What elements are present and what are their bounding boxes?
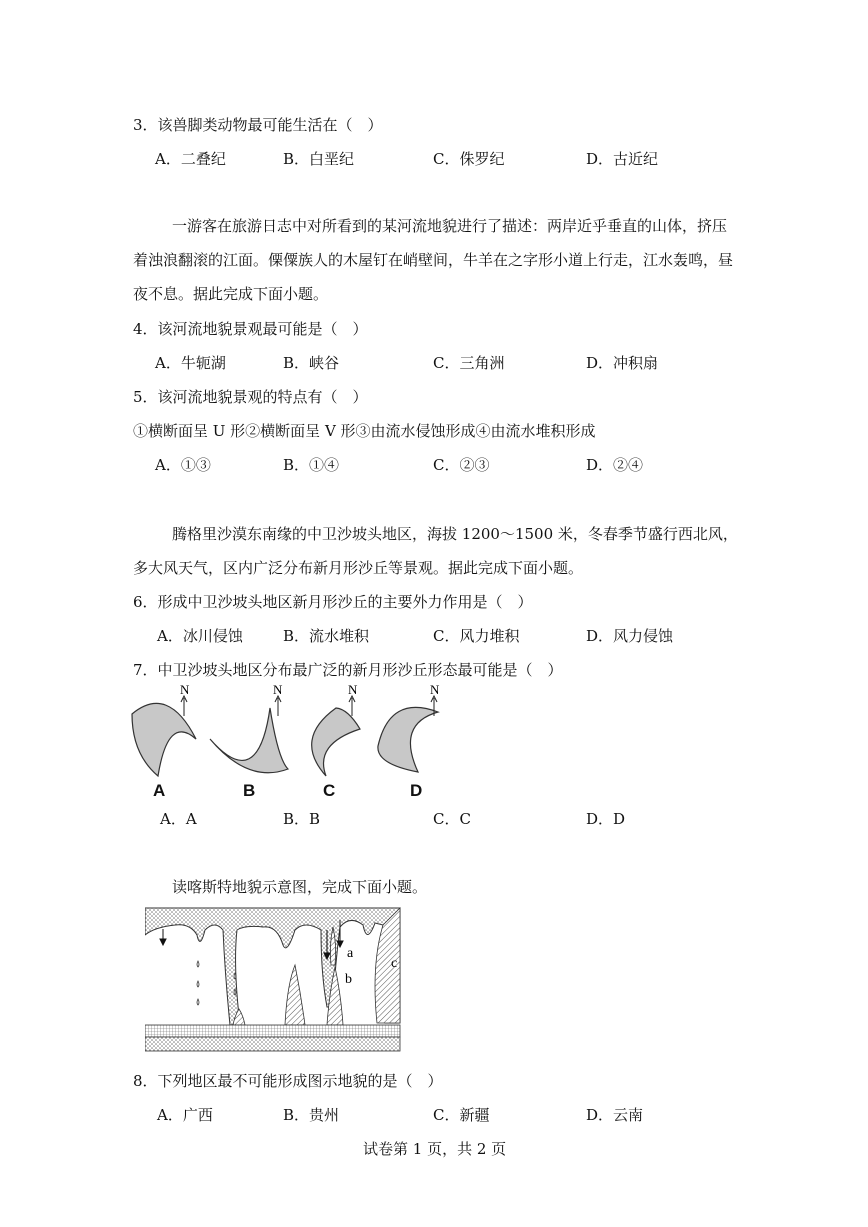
limestone-layer bbox=[145, 908, 400, 1025]
cave-floor bbox=[145, 1025, 400, 1037]
q4-option-c: C．三角洲 bbox=[433, 354, 505, 372]
q4-option-b: B．峡谷 bbox=[283, 354, 340, 372]
q7-option-b: B．B bbox=[283, 810, 321, 828]
dune-d-shape bbox=[378, 707, 438, 772]
q3-option-b: B．白垩纪 bbox=[283, 150, 355, 168]
question-5-statements: ①横断面呈 U 形②横断面呈 V 形③由流水侵蚀形成④由流水堆积形成 bbox=[133, 422, 596, 440]
q6-option-c: C．风力堆积 bbox=[433, 627, 520, 645]
question-4-stem: 4．该河流地貌景观最可能是（ ） bbox=[133, 320, 368, 338]
dune-b bbox=[210, 684, 288, 773]
q8-option-b: B．贵州 bbox=[283, 1106, 340, 1124]
passage-1-line-3: 夜不息。据此完成下面小题。 bbox=[133, 285, 329, 303]
passage-2-line-1: 腾格里沙漠东南缘的中卫沙坡头地区，海拔 1200～1500 米，冬春季节盛行西北风， bbox=[172, 525, 738, 543]
dune-letter-b: B bbox=[243, 781, 256, 800]
passage-2-line-2: 多大风天气，区内广泛分布新月形沙丘等景观。据此完成下面小题。 bbox=[133, 559, 584, 577]
north-label-a: N bbox=[180, 684, 190, 697]
q3-option-d: D．古近纪 bbox=[586, 150, 659, 168]
question-8-stem: 8．下列地区最不可能形成图示地貌的是（ ） bbox=[133, 1072, 443, 1090]
q4-option-d: D．冲积扇 bbox=[586, 354, 659, 372]
q6-option-d: D．风力侵蚀 bbox=[586, 627, 674, 645]
q5-option-b: B．①④ bbox=[283, 456, 340, 474]
q5-option-a: A．①③ bbox=[155, 456, 211, 474]
q7-option-c: C．C bbox=[433, 810, 471, 828]
q6-option-b: B．流水堆积 bbox=[283, 627, 370, 645]
dune-a bbox=[132, 684, 196, 776]
dune-letter-c: C bbox=[323, 781, 336, 800]
question-6-stem: 6．形成中卫沙坡头地区新月形沙丘的主要外力作用是（ ） bbox=[133, 593, 533, 611]
passage-1-line-1: 一游客在旅游日志中对所看到的某河流地貌进行了描述：两岸近乎垂直的山体，挤压 bbox=[172, 217, 728, 235]
q8-option-c: C．新疆 bbox=[433, 1106, 490, 1124]
north-label-b: N bbox=[273, 684, 283, 697]
question-5-stem: 5．该河流地貌景观的特点有（ ） bbox=[133, 388, 368, 406]
karst-landform-figure bbox=[145, 905, 410, 1055]
q7-option-a: A．A bbox=[160, 810, 197, 828]
bedrock-layer bbox=[145, 1037, 400, 1051]
north-label-d: N bbox=[430, 684, 440, 697]
q8-option-d: D．云南 bbox=[586, 1106, 644, 1124]
q3-option-a: A．二叠纪 bbox=[155, 150, 226, 168]
dune-d bbox=[378, 684, 440, 772]
q7-option-d: D．D bbox=[586, 810, 626, 828]
dune-c-shape bbox=[312, 708, 360, 776]
label-a: a bbox=[347, 946, 354, 961]
passage-1-line-2: 着浊浪翻滚的江面。傈僳族人的木屋钉在峭壁间，牛羊在之字形小道上行走，江水轰鸣，昼 bbox=[133, 251, 734, 269]
question-3-stem: 3．该兽脚类动物最可能生活在（ ） bbox=[133, 116, 383, 134]
q5-option-c: C．②③ bbox=[433, 456, 490, 474]
north-label-c: N bbox=[348, 684, 358, 697]
dune-letter-a: A bbox=[153, 781, 166, 800]
q5-option-d: D．②④ bbox=[586, 456, 644, 474]
dune-c bbox=[312, 684, 360, 776]
page-footer: 试卷第 1 页，共 2 页 bbox=[363, 1140, 507, 1158]
dune-b-shape bbox=[210, 708, 288, 773]
dune-a-shape bbox=[132, 703, 196, 776]
q3-option-c: C．侏罗纪 bbox=[433, 150, 505, 168]
dune-letter-d: D bbox=[410, 781, 423, 800]
label-c: c bbox=[391, 956, 398, 971]
label-b: b bbox=[345, 972, 352, 987]
passage-3-line-1: 读喀斯特地貌示意图，完成下面小题。 bbox=[172, 878, 428, 896]
q6-option-a: A．冰川侵蚀 bbox=[157, 627, 243, 645]
q8-option-a: A．广西 bbox=[157, 1106, 213, 1124]
q4-option-a: A．牛轭湖 bbox=[155, 354, 226, 372]
question-7-stem: 7．中卫沙坡头地区分布最广泛的新月形沙丘形态最可能是（ ） bbox=[133, 661, 563, 679]
